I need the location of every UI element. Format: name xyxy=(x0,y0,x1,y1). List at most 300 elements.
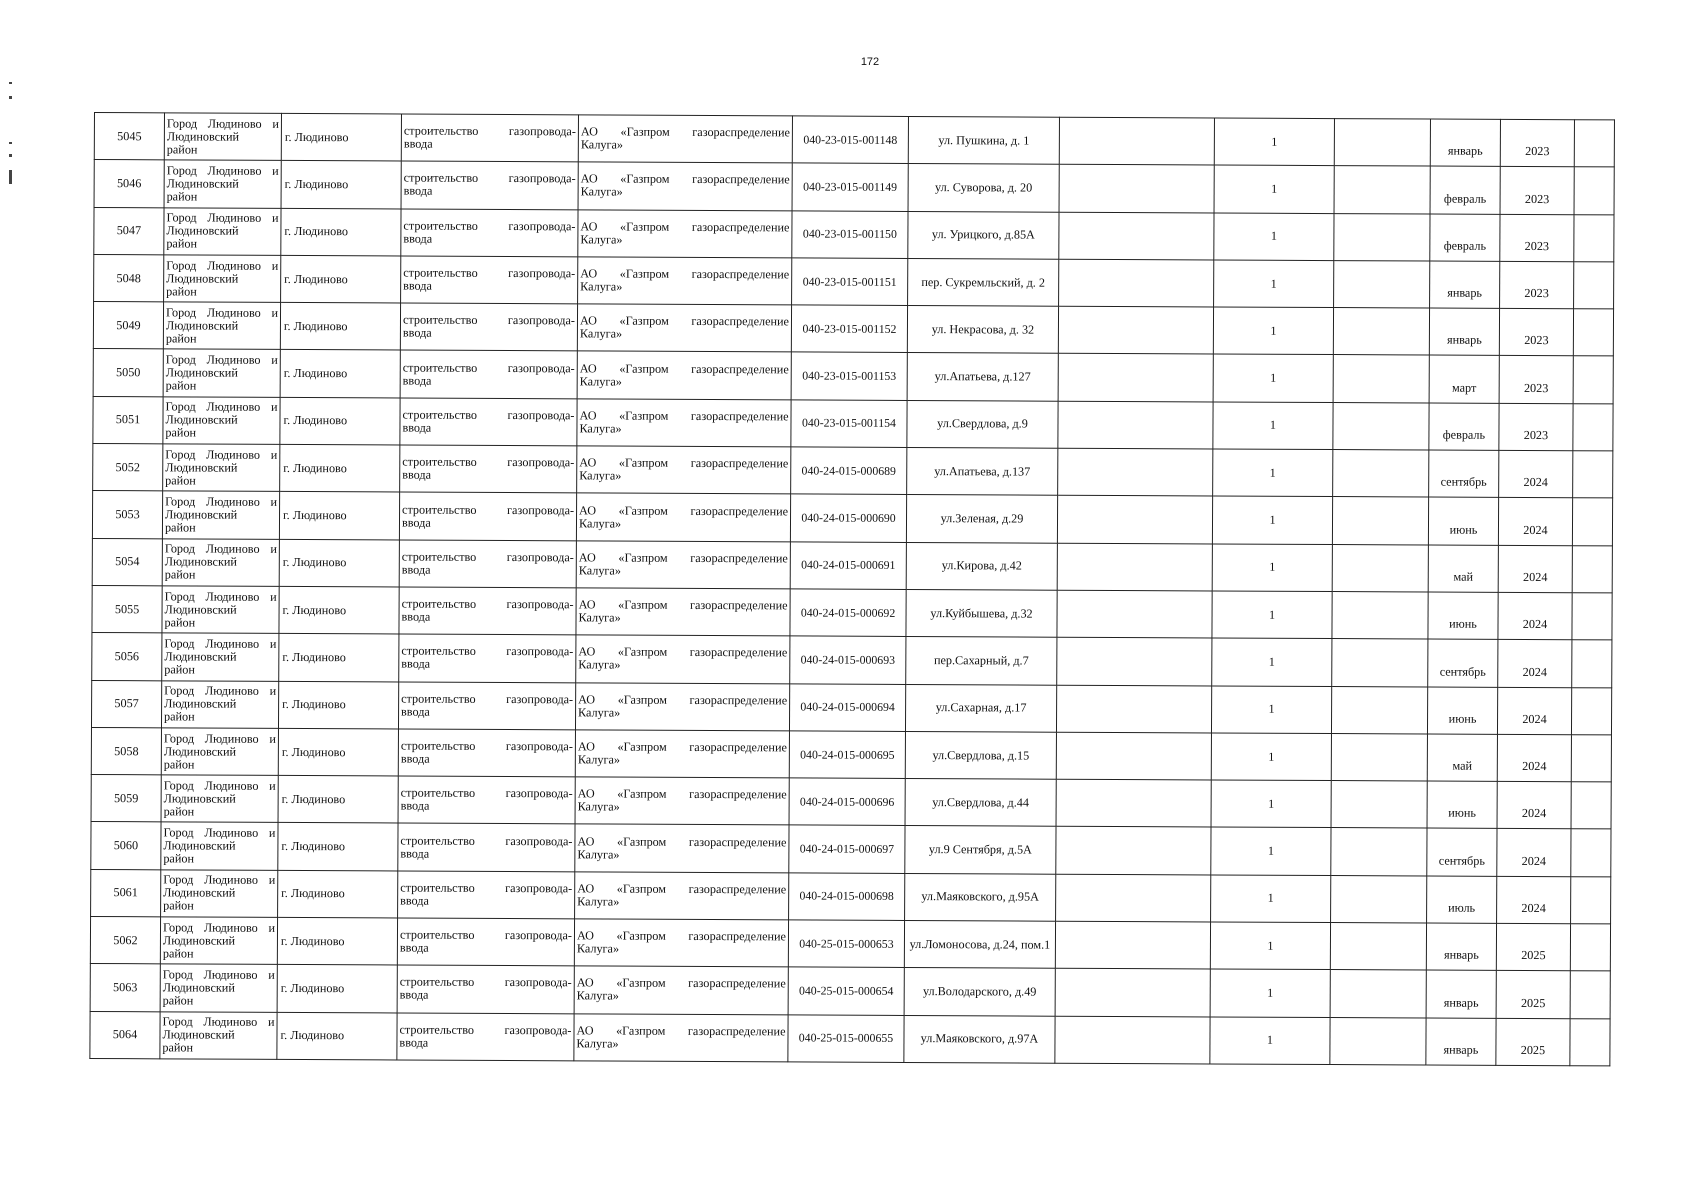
work-type-line-2: ввода xyxy=(401,704,430,719)
municipality-line-2: Людиновский xyxy=(166,223,239,238)
municipality-line-1: Город Людиново и xyxy=(166,163,279,178)
organization-line-2: Калуга» xyxy=(579,421,622,436)
municipality-line-3: район xyxy=(162,993,194,1008)
month-cell: июнь xyxy=(1428,497,1498,545)
work-type-line-1: строительство газопровода- xyxy=(403,170,576,186)
organization-cell xyxy=(578,115,792,163)
year-cell: 2024 xyxy=(1497,876,1571,924)
organization-line-1: АО «Газпром газораспределение xyxy=(579,455,789,471)
organization-line-2: Калуга» xyxy=(578,657,621,672)
work-type-line-1: строительство газопровода- xyxy=(400,785,573,801)
organization-cell xyxy=(577,304,791,352)
organization-line-2: Калуга» xyxy=(578,610,621,625)
work-type-line-2: ввода xyxy=(403,136,433,151)
address-cell: ул.Свердлова, д.44 xyxy=(905,779,1056,827)
work-type-line-1: строительство газопровода- xyxy=(399,974,572,990)
year-cell: 2024 xyxy=(1497,687,1571,735)
empty-cell xyxy=(1571,687,1611,734)
table-row xyxy=(94,254,1614,309)
address-cell: ул. Пушкина, д. 1 xyxy=(908,116,1059,164)
organization-line-2: Калуга» xyxy=(577,894,620,909)
year-cell: 2024 xyxy=(1497,829,1571,877)
organization-cell xyxy=(576,493,790,541)
municipality-line-2: Людиновский xyxy=(162,980,235,995)
municipality-line-3: район xyxy=(162,1040,194,1055)
empty-cell xyxy=(1056,827,1211,875)
work-type-cell xyxy=(398,823,575,871)
work-type-line-2: ввода xyxy=(401,515,431,530)
organization-cell xyxy=(575,872,789,920)
month-cell: июнь xyxy=(1427,781,1497,829)
table-row xyxy=(93,444,1613,499)
table-row xyxy=(92,538,1612,593)
municipality-line-2: Людиновский xyxy=(163,838,236,853)
address-cell: ул. Некрасова, д. 32 xyxy=(907,306,1058,354)
year-cell: 2024 xyxy=(1498,640,1572,688)
municipality-line-2: Людиновский xyxy=(164,649,237,664)
work-type-line-2: ввода xyxy=(399,1035,429,1050)
empty-cell xyxy=(1332,497,1428,545)
table-row xyxy=(91,822,1611,877)
row-number: 5061 xyxy=(91,869,161,917)
quantity-cell: 1 xyxy=(1211,780,1331,828)
municipality-line-2: Людиновский xyxy=(166,176,239,191)
year-cell: 2024 xyxy=(1499,450,1573,498)
settlement-cell: г. Людиново xyxy=(280,444,400,492)
table-row xyxy=(90,964,1610,1019)
quantity-cell: 1 xyxy=(1211,686,1331,734)
quantity-cell: 1 xyxy=(1213,402,1333,450)
municipality-cell xyxy=(162,491,279,539)
organization-line-2: Калуга» xyxy=(576,1036,619,1051)
row-number: 5050 xyxy=(93,349,163,397)
empty-cell xyxy=(1334,119,1430,167)
work-type-line-2: ввода xyxy=(403,231,433,246)
row-number: 5055 xyxy=(92,585,162,633)
empty-cell xyxy=(1573,309,1613,356)
address-cell: ул.Володарского, д.49 xyxy=(904,968,1055,1016)
month-cell: январь xyxy=(1430,261,1500,309)
organization-line-2: Калуга» xyxy=(576,988,619,1004)
row-number: 5058 xyxy=(91,727,161,775)
empty-cell xyxy=(1571,735,1611,782)
empty-cell xyxy=(1574,167,1614,214)
municipality-cell xyxy=(163,444,280,492)
empty-cell xyxy=(1055,969,1210,1017)
municipality-cell xyxy=(163,302,280,350)
organization-line-1: АО «Газпром газораспределение xyxy=(578,644,788,660)
address-cell: ул. Урицкого, д.85А xyxy=(908,211,1059,259)
empty-cell xyxy=(1571,829,1611,876)
quantity-cell: 1 xyxy=(1214,118,1334,166)
month-cell: январь xyxy=(1426,970,1496,1018)
object-code-cell: 040-24-015-000698 xyxy=(789,873,905,921)
municipality-line-3: район xyxy=(163,804,195,819)
municipality-line-1: Город Людиново и xyxy=(163,825,276,840)
organization-line-1: АО «Газпром газораспределение xyxy=(578,692,788,708)
year-cell: 2023 xyxy=(1499,403,1573,451)
work-type-line-2: ввода xyxy=(402,325,432,340)
table-row xyxy=(92,491,1612,546)
work-type-cell xyxy=(398,871,575,919)
organization-line-2: Калуга» xyxy=(580,184,623,200)
municipality-cell xyxy=(160,917,277,965)
work-type-line-1: строительство газопровода- xyxy=(400,833,573,848)
year-cell: 2024 xyxy=(1498,592,1572,640)
municipality-cell xyxy=(162,586,279,634)
municipality-line-3: район xyxy=(164,662,195,677)
work-type-line-2: ввода xyxy=(402,467,432,482)
row-number: 5047 xyxy=(94,207,164,255)
table-row xyxy=(94,207,1614,262)
year-cell: 2023 xyxy=(1499,309,1573,357)
organization-cell xyxy=(578,257,792,305)
object-code-cell: 040-23-015-001151 xyxy=(792,258,908,306)
object-code-cell: 040-23-015-001153 xyxy=(791,352,907,400)
municipality-line-2: Людиновский xyxy=(166,270,239,286)
row-number: 5049 xyxy=(93,302,163,350)
municipality-cell xyxy=(161,680,278,728)
table-row xyxy=(94,160,1614,215)
organization-line-2: Калуга» xyxy=(576,941,620,956)
address-cell: ул.Маяковского, д.95А xyxy=(905,873,1056,921)
organization-line-2: Калуга» xyxy=(577,799,620,814)
row-number: 5062 xyxy=(90,917,160,965)
object-code-cell: 040-24-015-000697 xyxy=(789,825,905,873)
municipality-line-3: район xyxy=(165,331,197,346)
address-cell: ул.Зеленая, д.29 xyxy=(906,495,1057,543)
municipality-cell xyxy=(164,207,281,255)
settlement-cell: г. Людиново xyxy=(281,208,401,256)
settlement-cell: г. Людиново xyxy=(281,113,401,161)
settlement-cell: г. Людиново xyxy=(278,776,398,824)
year-cell: 2024 xyxy=(1497,734,1571,782)
work-type-cell xyxy=(400,303,577,351)
address-cell: ул.Куйбышева, д.32 xyxy=(906,589,1057,637)
table-row xyxy=(93,396,1613,451)
settlement-cell: г. Людиново xyxy=(278,681,398,729)
municipality-line-1: Город Людиново и xyxy=(164,636,277,651)
empty-cell xyxy=(1331,686,1427,734)
object-code-cell: 040-24-015-000696 xyxy=(789,778,905,826)
municipality-cell xyxy=(160,964,277,1012)
work-type-line-2: ввода xyxy=(403,278,432,293)
municipality-cell xyxy=(164,160,281,208)
empty-cell xyxy=(1333,450,1429,498)
registry-table-wrapper xyxy=(89,112,1614,1066)
municipality-line-2: Людиновский xyxy=(164,554,237,570)
empty-cell xyxy=(1570,1018,1610,1065)
empty-cell xyxy=(1058,306,1213,354)
municipality-line-1: Город Людиново и xyxy=(164,683,277,699)
organization-line-2: Калуга» xyxy=(578,563,621,578)
year-cell: 2023 xyxy=(1500,214,1574,262)
quantity-cell: 1 xyxy=(1214,165,1334,213)
organization-cell xyxy=(577,351,791,399)
work-type-cell xyxy=(399,540,576,588)
settlement-cell: г. Людиново xyxy=(280,350,400,398)
empty-cell xyxy=(1055,921,1210,969)
year-cell: 2023 xyxy=(1500,119,1574,167)
organization-cell xyxy=(574,1013,788,1061)
empty-cell xyxy=(1058,401,1213,449)
municipality-cell xyxy=(161,870,278,918)
work-type-line-2: ввода xyxy=(400,798,430,813)
work-type-line-2: ввода xyxy=(400,893,429,908)
empty-cell xyxy=(1573,451,1613,498)
quantity-cell: 1 xyxy=(1213,449,1333,497)
row-number: 5054 xyxy=(92,538,162,586)
organization-line-1: АО «Газпром газораспределение xyxy=(580,171,790,187)
month-cell: май xyxy=(1427,734,1497,782)
empty-cell xyxy=(1059,117,1214,165)
empty-cell xyxy=(1574,262,1614,309)
month-cell: сентябрь xyxy=(1429,450,1499,498)
empty-cell xyxy=(1330,970,1426,1018)
empty-cell xyxy=(1331,828,1427,876)
year-cell: 2025 xyxy=(1496,1018,1570,1066)
work-type-line-1: строительство газопровода- xyxy=(399,927,573,943)
object-code-cell: 040-23-015-001149 xyxy=(792,163,908,211)
organization-line-2: Калуга» xyxy=(577,752,621,767)
empty-cell xyxy=(1059,165,1214,213)
municipality-line-3: район xyxy=(164,567,196,582)
municipality-line-3: район xyxy=(163,851,195,866)
work-type-cell xyxy=(399,587,576,635)
settlement-cell: г. Людиново xyxy=(277,917,397,965)
year-cell: 2025 xyxy=(1496,923,1570,971)
municipality-cell xyxy=(161,728,278,776)
settlement-cell: г. Людиново xyxy=(279,634,399,682)
work-type-line-1: строительство газопровода- xyxy=(402,407,575,423)
organization-line-1: АО «Газпром газораспределение xyxy=(580,219,790,235)
empty-cell xyxy=(1059,212,1214,260)
municipality-line-3: район xyxy=(166,236,198,251)
empty-cell xyxy=(1571,876,1611,923)
object-code-cell: 040-23-015-001150 xyxy=(792,211,908,259)
work-type-cell xyxy=(401,209,578,257)
empty-cell xyxy=(1334,213,1430,261)
municipality-line-2: Людиновский xyxy=(165,460,238,475)
address-cell: пер. Сукремльский, д. 2 xyxy=(908,258,1059,306)
year-cell: 2025 xyxy=(1496,971,1570,1019)
organization-line-2: Калуга» xyxy=(579,374,622,389)
municipality-line-1: Город Людиново и xyxy=(165,305,279,320)
settlement-cell: г. Людиново xyxy=(281,161,401,209)
organization-cell xyxy=(575,824,789,872)
settlement-cell: г. Людиново xyxy=(279,492,399,540)
empty-cell xyxy=(1333,355,1429,403)
work-type-line-2: ввода xyxy=(400,846,430,861)
work-type-line-2: ввода xyxy=(401,656,431,672)
work-type-line-2: ввода xyxy=(400,751,430,766)
empty-cell xyxy=(1056,685,1211,733)
settlement-cell: г. Людиново xyxy=(278,870,398,918)
empty-cell xyxy=(1056,779,1211,827)
empty-cell xyxy=(1572,593,1612,640)
object-code-cell: 040-24-015-000690 xyxy=(790,494,906,542)
month-cell: февраль xyxy=(1429,403,1499,451)
row-number: 5056 xyxy=(92,633,162,681)
municipality-line-3: район xyxy=(166,141,198,157)
empty-cell xyxy=(1570,971,1610,1018)
table-row xyxy=(94,113,1614,168)
row-number: 5052 xyxy=(93,444,163,492)
work-type-cell xyxy=(400,398,577,446)
organization-line-2: Калуга» xyxy=(579,326,623,341)
month-cell: февраль xyxy=(1430,214,1500,262)
work-type-line-1: строительство газопровода- xyxy=(402,502,575,517)
object-code-cell: 040-24-015-000691 xyxy=(790,542,906,590)
empty-cell xyxy=(1572,545,1612,592)
empty-cell xyxy=(1573,356,1613,403)
quantity-cell: 1 xyxy=(1210,1017,1330,1065)
empty-cell xyxy=(1332,544,1428,592)
scan-edge-marks xyxy=(9,82,13,212)
month-cell: январь xyxy=(1426,1018,1496,1066)
empty-cell xyxy=(1334,166,1430,214)
quantity-cell: 1 xyxy=(1212,496,1332,544)
registry-rows xyxy=(90,113,1615,1066)
organization-line-1: АО «Газпром газораспределение xyxy=(578,597,788,613)
organization-cell xyxy=(577,399,791,447)
quantity-cell: 1 xyxy=(1212,544,1332,592)
month-cell: июнь xyxy=(1427,687,1497,735)
organization-cell xyxy=(576,635,790,683)
municipality-cell xyxy=(160,1011,277,1059)
work-type-cell xyxy=(400,350,577,398)
empty-cell xyxy=(1332,592,1428,640)
municipality-line-3: район xyxy=(164,614,196,630)
empty-cell xyxy=(1055,1016,1210,1064)
table-row xyxy=(93,349,1613,404)
municipality-line-2: Людиновский xyxy=(162,933,236,948)
organization-cell xyxy=(576,588,790,636)
month-cell: февраль xyxy=(1430,166,1500,214)
address-cell: ул.Ломоносова, д.24, пом.1 xyxy=(904,921,1055,969)
quantity-cell: 1 xyxy=(1211,733,1331,781)
work-type-cell xyxy=(398,729,575,777)
municipality-line-1: Город Людиново и xyxy=(165,352,278,368)
address-cell: пер.Сахарный, д.7 xyxy=(906,637,1057,685)
empty-cell xyxy=(1333,402,1429,450)
work-type-line-1: строительство газопровода- xyxy=(401,691,574,707)
address-cell: ул.Апатьева, д.137 xyxy=(907,448,1058,496)
organization-line-1: АО «Газпром газораспределение xyxy=(578,550,788,566)
empty-cell xyxy=(1057,496,1212,544)
municipality-line-3: район xyxy=(166,189,198,204)
row-number: 5051 xyxy=(93,396,163,444)
municipality-cell xyxy=(164,113,281,161)
empty-cell xyxy=(1056,732,1211,780)
address-cell: ул.9 Сентября, д.5А xyxy=(905,826,1056,874)
organization-cell xyxy=(578,209,792,257)
empty-cell xyxy=(1330,1017,1426,1065)
work-type-line-1: строительство газопровода- xyxy=(403,123,576,139)
row-number: 5053 xyxy=(92,491,162,539)
municipality-line-2: Людиновский xyxy=(166,128,240,144)
empty-cell xyxy=(1332,639,1428,687)
row-number: 5048 xyxy=(94,254,164,302)
empty-cell xyxy=(1572,498,1612,545)
table-row xyxy=(91,727,1611,782)
empty-cell xyxy=(1572,640,1612,687)
work-type-line-2: ввода xyxy=(402,373,432,388)
empty-cell xyxy=(1334,260,1430,308)
empty-cell xyxy=(1058,354,1213,402)
empty-cell xyxy=(1059,259,1214,307)
municipality-line-2: Людиновский xyxy=(165,507,238,522)
table-row xyxy=(91,775,1611,830)
row-number: 5063 xyxy=(90,964,160,1012)
empty-cell xyxy=(1574,120,1614,167)
work-type-cell xyxy=(401,114,578,162)
municipality-line-1: Город Людиново и xyxy=(166,257,279,273)
work-type-line-1: строительство газопровода- xyxy=(402,360,575,375)
object-code-cell: 040-24-015-000689 xyxy=(791,447,907,495)
settlement-cell: г. Людиново xyxy=(279,539,399,587)
work-type-line-2: ввода xyxy=(399,940,429,955)
municipality-line-1: Город Людиново и xyxy=(166,210,279,226)
quantity-cell: 1 xyxy=(1213,354,1333,402)
municipality-line-2: Людиновский xyxy=(165,365,238,380)
municipality-line-3: район xyxy=(165,473,196,488)
object-code-cell: 040-24-015-000692 xyxy=(790,589,906,637)
month-cell: январь xyxy=(1430,119,1500,167)
row-number: 5064 xyxy=(90,1011,160,1059)
municipality-line-2: Людиновский xyxy=(162,1027,235,1042)
work-type-line-1: строительство газопровода- xyxy=(402,454,575,470)
organization-line-1: АО «Газпром газораспределение xyxy=(579,361,789,377)
table-row xyxy=(92,585,1612,640)
quantity-cell: 1 xyxy=(1210,922,1330,970)
work-type-cell xyxy=(397,965,574,1013)
municipality-cell xyxy=(164,255,281,303)
municipality-line-3: район xyxy=(166,283,197,299)
organization-line-2: Калуга» xyxy=(580,137,624,152)
work-type-cell xyxy=(397,1013,574,1061)
empty-cell xyxy=(1571,782,1611,829)
organization-cell xyxy=(575,682,789,730)
organization-line-1: АО «Газпром газораспределение xyxy=(577,739,787,755)
object-code-cell: 040-24-015-000694 xyxy=(789,683,905,731)
municipality-cell xyxy=(163,397,280,445)
organization-line-1: АО «Газпром газораспределение xyxy=(577,786,787,802)
municipality-line-2: Людиновский xyxy=(163,885,236,901)
municipality-line-1: Город Людиново и xyxy=(162,967,275,982)
municipality-line-2: Людиновский xyxy=(163,743,237,759)
row-number: 5060 xyxy=(91,822,161,870)
organization-cell xyxy=(578,162,792,210)
empty-cell xyxy=(1574,214,1614,261)
municipality-line-3: район xyxy=(165,378,197,393)
work-type-cell xyxy=(399,634,576,682)
empty-cell xyxy=(1057,543,1212,591)
organization-line-1: АО «Газпром газораспределение xyxy=(577,833,787,849)
work-type-line-2: ввода xyxy=(401,609,431,624)
municipality-line-1: Город Людиново и xyxy=(162,920,276,935)
row-number: 5045 xyxy=(94,113,164,161)
row-number: 5046 xyxy=(94,160,164,208)
object-code-cell: 040-25-015-000655 xyxy=(788,1015,904,1063)
work-type-line-2: ввода xyxy=(399,987,429,1003)
municipality-line-2: Людиновский xyxy=(165,318,239,333)
address-cell: ул.Свердлова, д.15 xyxy=(905,731,1056,779)
organization-line-2: Калуга» xyxy=(580,279,623,294)
address-cell: ул.Апатьева, д.127 xyxy=(907,353,1058,401)
settlement-cell: г. Людиново xyxy=(279,586,399,634)
address-cell: ул.Кирова, д.42 xyxy=(906,542,1057,590)
